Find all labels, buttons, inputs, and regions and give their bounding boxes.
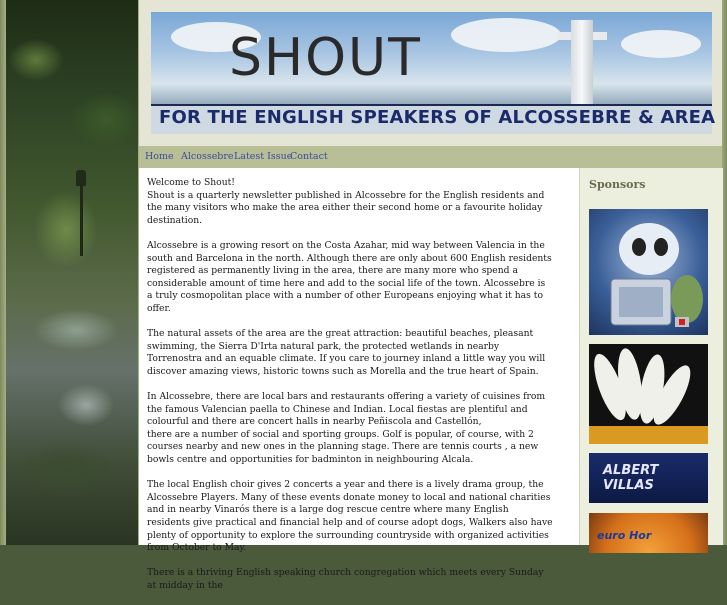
- site-title: SHOUT: [229, 28, 422, 88]
- site-subtitle: FOR THE ENGLISH SPEAKERS OF ALCOSSEBRE & AREA: [159, 107, 716, 128]
- garden-photo: [6, 0, 138, 545]
- lamp-pole: [80, 186, 83, 256]
- header-banner: [139, 0, 722, 146]
- paragraph-natural-assets: The natural assets of the area are the great attraction: beautiful beaches, pleasant swimming, the Sierra D'Irta natural park, the protected wetlands in nearby Torrenostra and an equable climate. If you care to journey inland a little way you will discover amazing views, historic towns such as Morella and the true heart of Spain.: [147, 328, 546, 377]
- cloud-shape: [621, 30, 701, 58]
- banner-image[interactable]: [151, 12, 716, 132]
- paragraph-church: There is a thriving English speaking church congregation which meets every Sunday at midday in the: [147, 567, 544, 591]
- lamp-icon: [76, 170, 86, 186]
- paragraph-alcossebre: Alcossebre is a growing resort on the Costa Azahar, mid way between Valencia in the south and Barcelona in the north. Although there are only about 600 English residents registered as permanently living in the area, there are many more who spend a considerable amount of time here and add to the social life of the town. Alcossebre is a truly cosmopolitan place with a number of other Europeans enjoying what it has to offer.: [147, 239, 552, 314]
- article-body: [147, 177, 553, 605]
- sponsor-banner-albert-villas[interactable]: [589, 453, 708, 503]
- sponsors-heading: Sponsors: [589, 178, 646, 191]
- nav-home-link[interactable]: Home: [145, 151, 174, 162]
- cartoon-computer-sponsor-icon: [589, 209, 708, 335]
- flower-center: [589, 426, 708, 444]
- sponsor-euro-text: euro Hor: [597, 529, 652, 542]
- nav-contact-link[interactable]: Contact: [290, 151, 328, 162]
- lighthouse-tower: [571, 20, 593, 108]
- sponsor-banner-computer[interactable]: [589, 209, 708, 335]
- paragraph-bars-restaurants: In Alcossebre, there are local bars and restaurants offering a variety of cuisines from the famous Valencian paella to Chinese and Indian. Local fiestas are plentiful and colourful and there are concert halls in nearby Peñiscola and Castellón, there are a number of social and sporting groups. Golf is popular, of course, with 2 courses nearby and new ones in the planning stage. There are tennis courts , a new bowls centre and opportunities for badminton in neighbouring Alcala.: [147, 391, 546, 466]
- cloud-shape: [451, 18, 561, 52]
- sponsor-banner-daisy[interactable]: [589, 344, 708, 444]
- main-content: [139, 168, 579, 591]
- paragraph-intro: Welcome to Shout! Shout is a quarterly newsletter published in Alcossebre for the English residents and the many visitors who make the area either their second home or a favourite holiday destination.: [147, 177, 545, 226]
- sponsors-sidebar: [579, 168, 723, 545]
- sponsor-banner-euro[interactable]: [589, 513, 708, 553]
- nav-alcossebre-link[interactable]: Alcossebre: [181, 151, 234, 162]
- paragraph-choir: The local English choir gives 2 concerts a year and there is a lively drama group, the Alcossebre Players. Many of these events donate money to local and national charities and in nearby Vinarós there is a large dog rescue centre where many English residents give practical and financial help and of course adopt dogs, Walkers also have plenty of opportunity to explore the surrounding countryside with organized activities from October to May.: [147, 479, 553, 554]
- sponsor-albert-villas-text: ALBERT VILLAS: [603, 463, 659, 493]
- nav-latest-issue-link[interactable]: Latest Issue: [234, 151, 293, 162]
- main-nav: [139, 146, 722, 169]
- subtitle-bar: [151, 104, 716, 134]
